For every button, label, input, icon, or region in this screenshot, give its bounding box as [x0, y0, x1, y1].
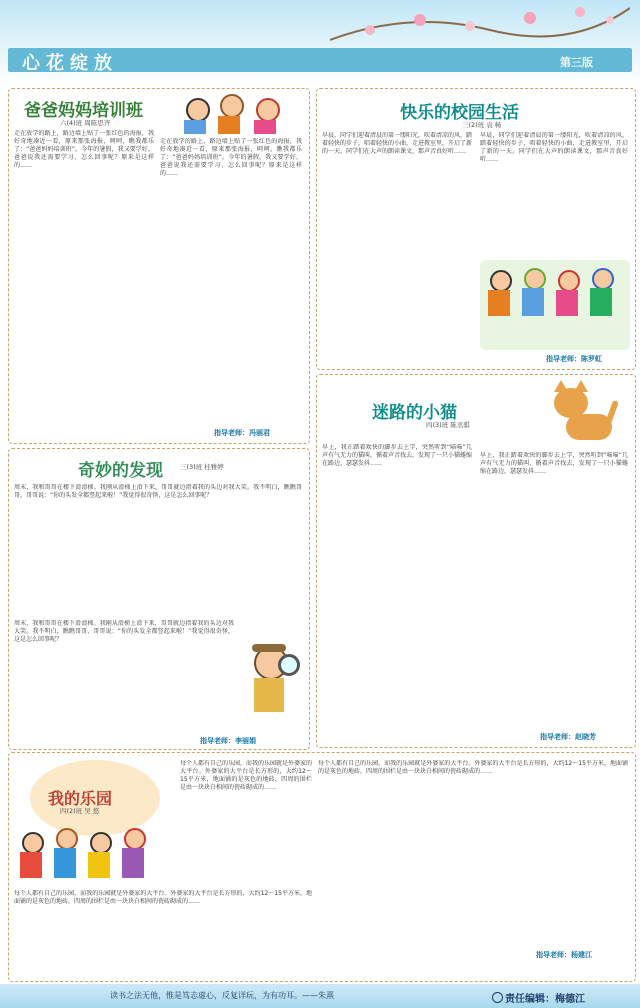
article-body-right: 每个人都有自己的乐园，而我的乐园就是外婆家的大平台。外婆家的大平台是长方形的，大约12～15平方米，地面铺的是灰色的地砖，四周的围栏是由一块块白相间的瓷砖砌成的……	[318, 760, 628, 775]
article-byline: 六(4)班 周陈思齐	[60, 119, 111, 127]
cat-illustration	[548, 378, 628, 450]
article-body-col2: 走在放学的路上，路边墙上贴了一张红色的海报，我好奇地凑近一看，原来那张海报，呵呵，瞧我都乐了：“爸爸妈妈培训班”。今年的暑假，我又要学好，爸爸说我还需要学习，怎么回事呢？原来是这样的……	[160, 138, 302, 177]
article-byline: 四(2)班 吴 悠	[60, 807, 100, 815]
teacher-credit: 指导老师：杨建江	[536, 951, 592, 959]
article-body-col1: 早晨，同学们迎着清晨的第一缕阳光，吹着清凉的风，踏着轻快的步子，唱着轻快的小曲，走进教室里，开启了新的一天。同学们在大声的朗读课文，那声音真好听……	[322, 132, 472, 155]
footer-motto: 读书之法无他，惟是笃志虚心，反复详玩，为有功耳。——朱熹	[110, 991, 334, 1000]
teacher-credit: 指导老师：冯丽君	[214, 429, 270, 437]
article-body-col1: 走在放学的路上，路边墙上贴了一张红色的海报，我好奇地凑近一看，原来那张海报，呵呵，瞧我都乐了：“爸爸妈妈培训班”。今年的暑假，我又要学好，爸爸说我还需要学习，怎么回事呢？原来是这样的……	[14, 130, 154, 169]
footer-editor: 责任编辑：梅德江	[505, 994, 585, 1005]
article-title: 快乐的校园生活	[400, 103, 519, 123]
blossom-decoration	[330, 0, 630, 48]
article-byline: 三(2)班 袁 畅	[462, 121, 502, 129]
teacher-credit: 指导老师：陈罗虹	[546, 355, 602, 363]
family-illustration	[180, 92, 300, 136]
article-body-col2: 早晨，同学们迎着清晨的第一缕阳光，吹着清凉的风，踏着轻快的步子，唱着轻快的小曲，走进教室里，开启了新的一天。同学们在大声的朗读课文，那声音真好听……	[480, 132, 628, 163]
article-title: 奇妙的发现	[78, 461, 163, 481]
masthead-title: 心花绽放	[22, 53, 118, 74]
article-byline: 四(3)班 陈丞骐	[426, 421, 470, 429]
teacher-credit: 指导老师：赵晓芳	[540, 733, 596, 741]
article-body-col1: 每个人都有自己的乐园，而我的乐园就是外婆家的大平台。外婆家的大平台是长方形的，大约12～15平方米，地面铺的是灰色的地砖，四周的围栏是由一块块白相间的瓷砖砌成的……	[180, 760, 312, 791]
detective-boy-illustration	[240, 640, 300, 720]
article-body-col1: 早上，我正踏着欢快的脚步去上学，突然听到“喵喵”几声有气无力的猫叫，循着声音找去，发现了一只小猫蜷缩在路边，瑟瑟发抖……	[322, 444, 472, 467]
children-group-illustration	[14, 824, 174, 888]
page-number: 第三版	[560, 56, 593, 69]
article-title: 我的乐园	[48, 789, 113, 808]
article-body-bottom-left: 每个人都有自己的乐园，而我的乐园就是外婆家的大平台。外婆家的大平台是长方形的，大约12～15平方米，地面铺的是灰色的地砖，四周的围栏是由一块块白相间的瓷砖砌成的……	[14, 890, 312, 905]
teacher-credit: 指导老师：李丽娟	[200, 737, 256, 745]
article-title: 迷路的小猫	[372, 403, 457, 423]
article-body-top: 周末，我和哥哥在楼下滑滑梯。我刚从滑梯上滑下来，哥哥就边指着我的头边对我大笑。我不明白，瞧瞧哥哥，哥哥说：“你的头发全都竖起来啦！”我觉得很奇怪，这是怎么回事呢？	[14, 484, 302, 499]
copyright-icon	[492, 992, 503, 1003]
article-body-col2: 早上，我正踏着欢快的脚步去上学，突然听到“喵喵”几声有气无力的猫叫，循着声音找去，发现了一只小猫蜷缩在路边，瑟瑟发抖……	[480, 452, 628, 475]
kids-illustration	[480, 260, 630, 350]
article-byline: 三(3)班 桂雅婷	[180, 463, 224, 471]
article-title: 爸爸妈妈培训班	[24, 101, 143, 121]
article-body-bottom: 周末，我和哥哥在楼下滑滑梯。我刚从滑梯上滑下来，哥哥就边指着我的头边对我大笑。我不明白，瞧瞧哥哥，哥哥说：“你的头发全都竖起来啦！”我觉得很奇怪，这是怎么回事呢？	[14, 620, 234, 643]
